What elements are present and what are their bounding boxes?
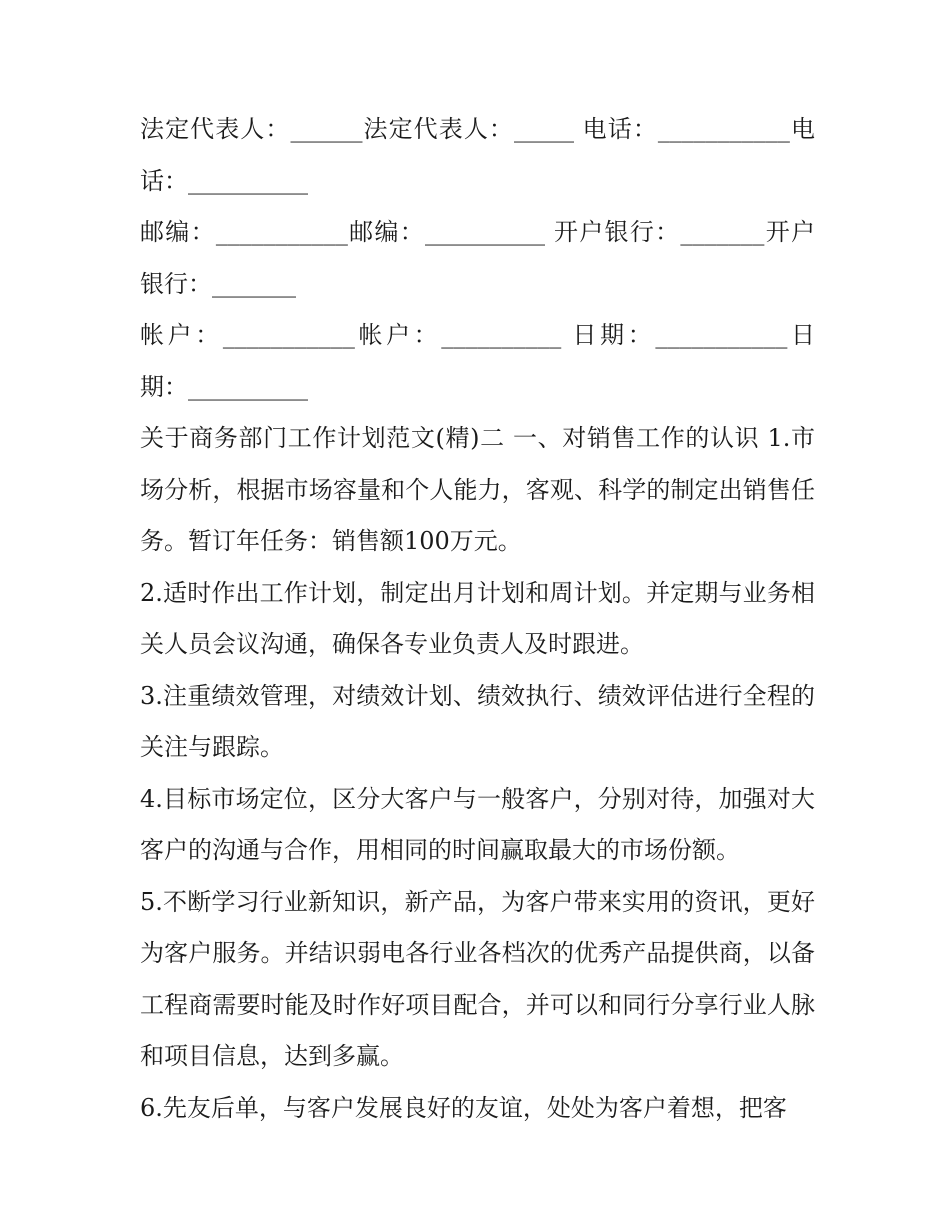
plan-item-5: 5.不断学习行业新知识，新产品，为客户带来实用的资讯，更好为客户服务。并结识弱电各行业各档次的优秀产品提供商，以备工程商需要时能及时作好项目配合，并可以和同行分享行业人脉和项目信息，达到多赢。 [140,887,815,1070]
plan-item-3: 3.注重绩效管理，对绩效计划、绩效执行、绩效评估进行全程的关注与跟踪。 [140,681,815,761]
plan-intro-paragraph: 关于商务部门工作计划范文(精)二 一、对销售工作的认识 1.市场分析，根据市场容量和个人能力，客观、科学的制定出销售任务。暂订年任务：销售额100万元。 [140,424,815,555]
signature-fields-account-date: 帐户：___________帐户：__________ 日期：___________日期：__________ [140,321,815,401]
signature-fields-postcode-bank: 邮编：___________邮编：__________ 开户银行：_______开户银行：_______ [140,218,815,298]
plan-item-2: 2.适时作出工作计划，制定出月计划和周计划。并定期与业务相关人员会议沟通，确保各专业负责人及时跟进。 [140,578,815,658]
plan-item-6: 6.先友后单，与客户发展良好的友谊，处处为客户着想，把客 [140,1093,787,1122]
signature-fields-representative-phone: 法定代表人：______法定代表人：_____ 电话：___________电话：__________ [140,115,815,195]
document-body [140,104,815,1134]
plan-item-4: 4.目标市场定位，区分大客户与一般客户，分别对待，加强对大客户的沟通与合作，用相同的时间赢取最大的市场份额。 [140,784,815,864]
